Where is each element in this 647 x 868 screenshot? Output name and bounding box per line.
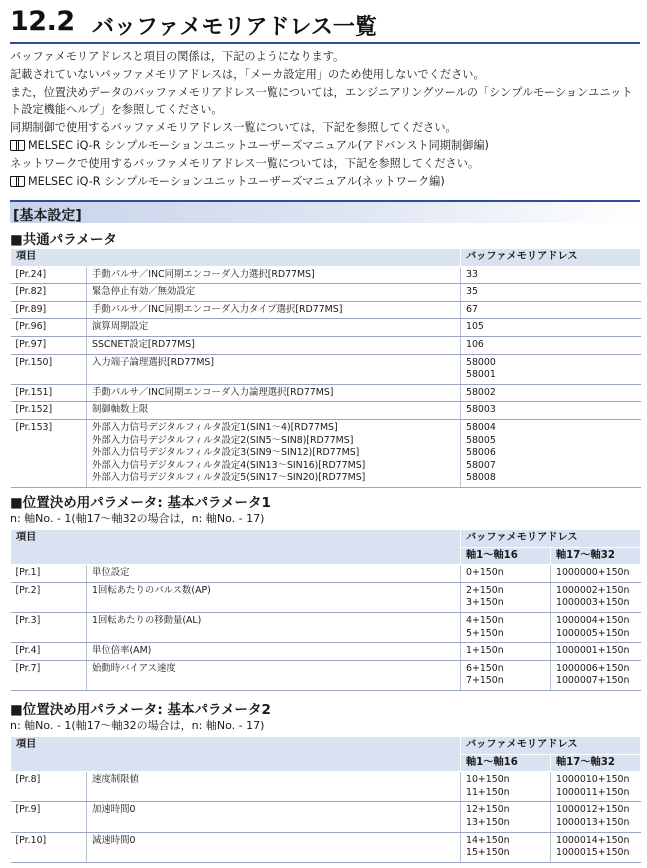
page-header: [10, 4, 640, 44]
address-axis-17-32: [551, 832, 641, 862]
address-axis-1-16-line: 4+150n: [466, 614, 504, 626]
col-header-axis-17-32: 軸17～軸32: [551, 547, 641, 565]
table-row: [11, 336, 641, 354]
buffer-address-line: 105: [466, 321, 484, 333]
param-name: [87, 284, 461, 302]
address-axis-17-32: [551, 582, 641, 612]
param-name: [87, 384, 461, 402]
col-header-address: バッファメモリアドレス: [461, 530, 641, 548]
address-axis-1-16-line: 13+150n: [466, 816, 510, 828]
address-axis-1-16-line: 14+150n: [466, 834, 510, 846]
param-name: [87, 336, 461, 354]
address-axis-1-16-line: 15+150n: [466, 847, 510, 859]
buffer-address-line: 58002: [466, 386, 496, 398]
buffer-address-line: 58004: [466, 421, 496, 433]
param-name-line: 手動パルサ／INC同期エンコーダ入力タイプ選択[RD77MS]: [92, 303, 343, 315]
param-name-line: 入力端子論理選択[RD77MS]: [92, 356, 215, 368]
table-row: [11, 354, 641, 384]
address-axis-17-32-line: 1000006+150n: [556, 662, 630, 674]
param-name-line: 手動パルサ／INC同期エンコーダ入力論理選択[RD77MS]: [92, 386, 334, 398]
intro-line: 記載されていないバッファメモリアドレスは，「メーカ設定用」のため使用しないでください。: [10, 67, 485, 81]
address-axis-17-32: [551, 643, 641, 661]
col-header-address: バッファメモリアドレス: [461, 737, 641, 755]
manual-book-icon: [10, 176, 26, 186]
address-axis-1-16-line: 1+150n: [466, 645, 504, 657]
address-axis-17-32-line: 1000005+150n: [556, 627, 630, 639]
param-name-line: SSCNET設定[RD77MS]: [92, 338, 195, 350]
col-header-axis-17-32: 軸17～軸32: [551, 754, 641, 772]
param-name-line: 演算周期設定: [92, 321, 149, 333]
common-params-table: [10, 248, 641, 488]
table-row: [11, 643, 641, 661]
param-id: [Pr.9]: [11, 802, 87, 832]
address-axis-1-16-line: 12+150n: [466, 804, 510, 816]
buffer-address: [461, 319, 641, 337]
address-axis-1-16: [461, 612, 551, 642]
common-params-heading: ■共通パラメータ: [10, 232, 117, 248]
table-row: [11, 772, 641, 802]
param-name-line: 外部入力信号デジタルフィルタ設定3(SIN9～SIN12)[RD77MS]: [92, 447, 360, 459]
address-axis-17-32-line: 1000007+150n: [556, 675, 630, 687]
param-name-line: 外部入力信号デジタルフィルタ設定2(SIN5～SIN8)[RD77MS]: [92, 434, 354, 446]
address-axis-17-32-line: 1000015+150n: [556, 847, 630, 859]
intro-line: 同期制御で使用するバッファメモリアドレス一覧については，下記を参照してください。: [10, 121, 457, 135]
param-name: [87, 319, 461, 337]
col-header-axis-1-16: 軸1～軸16: [461, 547, 551, 565]
param-name-line: 緊急停止有効／無効設定: [92, 286, 196, 298]
intro-line: バッファメモリアドレスと項目の関係は，下記のようになります。: [10, 50, 345, 63]
table-row: [11, 802, 641, 832]
address-axis-1-16: [461, 832, 551, 862]
address-axis-17-32: [551, 565, 641, 583]
section-number: 12.2: [10, 6, 75, 37]
param-id: [Pr.3]: [11, 612, 87, 642]
param-name: 1回転あたりの移動量(AL): [87, 612, 461, 642]
address-axis-1-16: [461, 565, 551, 583]
buffer-address: [461, 402, 641, 420]
param-id: [Pr.150]: [11, 354, 87, 384]
col-header-address: バッファメモリアドレス: [461, 249, 641, 267]
manual-reference-link[interactable]: MELSEC iQ-R シンプルモーションユニットユーザーズマニュアル(アドバンスト同期制御編): [10, 137, 640, 155]
address-axis-1-16-line: 3+150n: [466, 597, 504, 609]
buffer-address-line: 33: [466, 268, 478, 280]
param-name: [87, 402, 461, 420]
param-name-line: 外部入力信号デジタルフィルタ設定4(SIN13～SIN16)[RD77MS]: [92, 459, 366, 471]
param-name-line: 手動パルサ／INC同期エンコーダ入力選択[RD77MS]: [92, 268, 315, 280]
basic-params2-heading: ■位置決め用パラメータ: 基本パラメータ2: [10, 702, 271, 718]
param-name-line: 外部入力信号デジタルフィルタ設定5(SIN17～SIN20)[RD77MS]: [92, 472, 366, 484]
address-axis-17-32-line: 1000001+150n: [556, 645, 630, 657]
address-axis-17-32-line: 1000012+150n: [556, 804, 630, 816]
address-axis-1-16: [461, 582, 551, 612]
address-axis-17-32-line: 1000000+150n: [556, 567, 630, 579]
address-axis-1-16: [461, 802, 551, 832]
buffer-address: [461, 301, 641, 319]
param-id: [Pr.24]: [11, 266, 87, 284]
address-axis-1-16-line: 0+150n: [466, 567, 504, 579]
table-row: [11, 402, 641, 420]
address-axis-17-32-line: 1000013+150n: [556, 816, 630, 828]
buffer-address-line: 58006: [466, 447, 496, 459]
basic-params1-table: [10, 529, 641, 691]
buffer-address: [461, 284, 641, 302]
param-id: [Pr.151]: [11, 384, 87, 402]
table-row: [11, 660, 641, 690]
section-band: [基本設定]: [10, 200, 640, 223]
address-axis-17-32-line: 1000004+150n: [556, 614, 630, 626]
address-axis-1-16-line: 5+150n: [466, 627, 504, 639]
address-axis-17-32-line: 1000010+150n: [556, 774, 630, 786]
param-name: [87, 354, 461, 384]
col-header-item: 項目: [11, 530, 461, 565]
buffer-address: [461, 266, 641, 284]
param-id: [Pr.82]: [11, 284, 87, 302]
param-id: [Pr.2]: [11, 582, 87, 612]
param-name-line: 外部入力信号デジタルフィルタ設定1(SIN1～4)[RD77MS]: [92, 421, 338, 433]
basic-params1-heading: ■位置決め用パラメータ: 基本パラメータ1: [10, 495, 271, 511]
table-row: [11, 284, 641, 302]
intro-text: [10, 48, 640, 190]
address-axis-1-16: [461, 643, 551, 661]
param-id: [Pr.97]: [11, 336, 87, 354]
col-header-item: 項目: [11, 249, 461, 267]
param-id: [Pr.7]: [11, 660, 87, 690]
table-row: [11, 266, 641, 284]
address-axis-17-32: [551, 612, 641, 642]
col-header-item: 項目: [11, 737, 461, 772]
buffer-address-line: 58007: [466, 459, 496, 471]
address-axis-17-32: [551, 802, 641, 832]
manual-book-icon: [10, 140, 26, 150]
table-row: [11, 419, 641, 487]
param-id: [Pr.96]: [11, 319, 87, 337]
param-name-line: 制御軸数上限: [92, 404, 149, 416]
axis-note: n: 軸No. - 1(軸17～軸32の場合は，n: 軸No. - 17): [10, 512, 265, 525]
table-row: [11, 301, 641, 319]
intro-line: ネットワークで使用するバッファメモリアドレス一覧については，下記を参照してください。: [10, 156, 480, 170]
buffer-address-line: 67: [466, 303, 478, 315]
address-axis-17-32: [551, 660, 641, 690]
table-row: [11, 565, 641, 583]
intro-line: また，位置決めデータのバッファメモリアドレス一覧については，エンジニアリングツールの「シンプルモーションユニット: [10, 85, 633, 99]
address-axis-17-32-line: 1000011+150n: [556, 786, 630, 798]
param-name: 加速時間0: [87, 802, 461, 832]
param-id: [Pr.1]: [11, 565, 87, 583]
intro-line: ト設定機能ヘルプ」を参照してください。: [10, 103, 223, 117]
table-header-row: [11, 737, 641, 755]
table-row: [11, 612, 641, 642]
address-axis-17-32-line: 1000003+150n: [556, 597, 630, 609]
address-axis-1-16-line: 7+150n: [466, 675, 504, 687]
address-axis-17-32: [551, 772, 641, 802]
param-id: [Pr.8]: [11, 772, 87, 802]
col-header-axis-1-16: 軸1～軸16: [461, 754, 551, 772]
param-name: [87, 419, 461, 487]
buffer-address: [461, 384, 641, 402]
param-name: 単位設定: [87, 565, 461, 583]
buffer-address: [461, 336, 641, 354]
buffer-address-line: 58008: [466, 472, 496, 484]
buffer-address-line: 106: [466, 338, 484, 350]
buffer-address-line: 58000: [466, 356, 496, 368]
table-row: [11, 582, 641, 612]
param-id: [Pr.4]: [11, 643, 87, 661]
table-row: [11, 384, 641, 402]
address-axis-1-16-line: 10+150n: [466, 774, 510, 786]
param-name: 始動時バイアス速度: [87, 660, 461, 690]
param-id: [Pr.89]: [11, 301, 87, 319]
address-axis-1-16-line: 2+150n: [466, 584, 504, 596]
table-row: [11, 832, 641, 862]
address-axis-1-16-line: 11+150n: [466, 786, 510, 798]
param-id: [Pr.152]: [11, 402, 87, 420]
page-title: バッファメモリアドレス一覧: [92, 15, 377, 40]
buffer-address-line: 58003: [466, 404, 496, 416]
param-name: [87, 301, 461, 319]
buffer-address: [461, 354, 641, 384]
table-header-row: [11, 249, 641, 267]
address-axis-17-32-line: 1000002+150n: [556, 584, 630, 596]
buffer-address-line: 35: [466, 286, 478, 298]
param-name: 1回転あたりのパルス数(AP): [87, 582, 461, 612]
buffer-address: [461, 419, 641, 487]
basic-params2-table: [10, 736, 641, 863]
address-axis-1-16: [461, 772, 551, 802]
axis-note: n: 軸No. - 1(軸17～軸32の場合は，n: 軸No. - 17): [10, 719, 265, 732]
param-id: [Pr.153]: [11, 419, 87, 487]
address-axis-1-16-line: 6+150n: [466, 662, 504, 674]
param-name: [87, 266, 461, 284]
table-row: [11, 319, 641, 337]
param-name: 減速時間0: [87, 832, 461, 862]
buffer-address-line: 58001: [466, 369, 496, 381]
address-axis-17-32-line: 1000014+150n: [556, 834, 630, 846]
param-name: 速度制限値: [87, 772, 461, 802]
param-name: 単位倍率(AM): [87, 643, 461, 661]
address-axis-1-16: [461, 660, 551, 690]
buffer-address-line: 58005: [466, 434, 496, 446]
param-id: [Pr.10]: [11, 832, 87, 862]
table-header-row: [11, 530, 641, 548]
manual-reference-link[interactable]: MELSEC iQ-R シンプルモーションユニットユーザーズマニュアル(ネットワーク編): [10, 173, 640, 191]
